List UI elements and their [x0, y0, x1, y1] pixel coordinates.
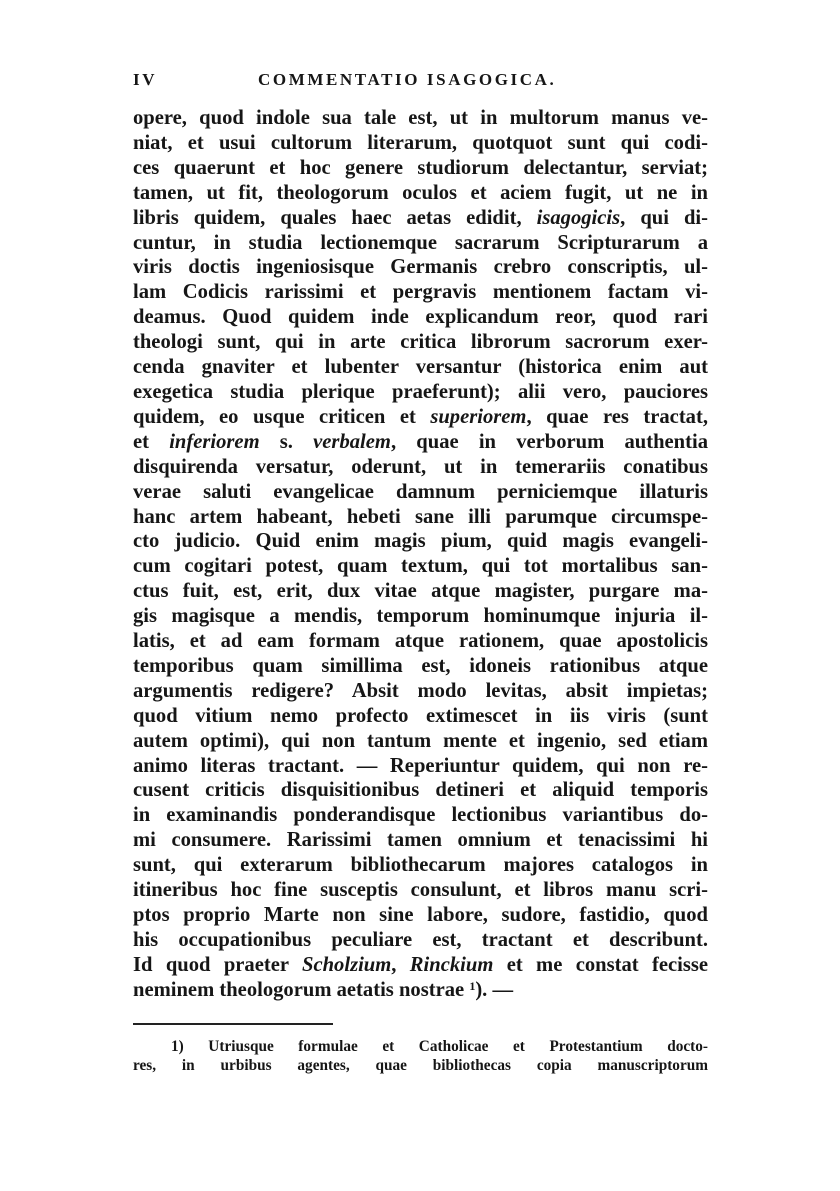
text-line: viris doctis ingeniosisque Germanis crebro conscriptis, ul-	[133, 256, 708, 279]
text-line: latis, et ad eam formam atque rationem, quae apostolicis	[133, 630, 708, 653]
text-line: tamen, ut fit, theologorum oculos et aciem fugit, ut ne in	[133, 181, 708, 204]
footnote-line: 1) Utriusque formulae et Catholicae et Protestantium docto-	[171, 1038, 708, 1055]
text-line: et inferiorem s. verbalem, quae in verborum authentia	[133, 430, 708, 453]
italic-term: superiorem	[430, 405, 527, 428]
text-line: ces quaerunt et hoc genere studiorum delectantur, serviat;	[133, 156, 708, 179]
footnote-line: res, in urbibus agentes, quae bibliothecas copia manuscriptorum	[133, 1056, 708, 1074]
text-line: ctus fuit, est, erit, dux vitae atque magister, purgare ma-	[133, 580, 708, 603]
text-line: gis magisque a mendis, temporum hominumque injuria il-	[133, 605, 708, 628]
text-line: exegetica studia plerique praeferunt); alii vero, pauciores	[133, 380, 708, 403]
text-line: opere, quod indole sua tale est, ut in multorum manus ve-	[133, 107, 708, 129]
italic-term: isagogicis	[536, 206, 621, 229]
text-line: Id quod praeter Scholzium, Rinckium et me constat fecisse	[133, 953, 709, 976]
text-line: in examinandis ponderandisque lectionibus variantibus do-	[133, 804, 708, 827]
text-line: mi consumere. Rarissimi tamen omnium et tenacissimi hi	[133, 829, 708, 852]
text-line: disquirenda versatur, oderunt, ut in temerariis conatibus	[133, 455, 708, 478]
text-line: quidem, eo usque criticen et superiorem, quae res tractat,	[133, 405, 708, 428]
text-line-last: neminem theologorum aetatis nostrae $^1$). —	[133, 978, 514, 1001]
footnote-reference: 1	[469, 978, 476, 993]
text-line: his occupationibus peculiare est, tractant et describunt.	[133, 928, 708, 951]
page-number: IV	[133, 70, 158, 89]
text-line: cusent criticis disquisitionibus detineri et aliquid temporis	[133, 779, 708, 802]
text-line: argumentis redigere? Absit modo levitas, absit impietas;	[133, 679, 708, 702]
footnote-divider	[133, 1023, 333, 1025]
running-head	[133, 70, 703, 100]
text-line: animo literas tractant. — Reperiuntur quidem, qui non re-	[133, 754, 708, 777]
text-line: cum cogitari potest, quam textum, qui tot mortalibus san-	[133, 555, 708, 578]
text-line: autem optimi), qui non tantum mente et ingenio, sed etiam	[133, 729, 708, 752]
text-line: theologi sunt, qui in arte critica librorum sacrorum exer-	[133, 331, 708, 354]
text-line: quod vitium nemo profecto extimescet in iis viris (sunt	[133, 704, 708, 727]
text-line: cenda gnaviter et lubenter versantur (historica enim aut	[133, 356, 708, 379]
italic-name: Scholzium	[302, 953, 392, 976]
text-line: deamus. Quod quidem inde explicandum reor, quod rari	[133, 306, 708, 329]
text-line: temporibus quam simillima est, idoneis rationibus atque	[133, 654, 708, 677]
text-line: cuntur, in studia lectionemque sacrarum Scripturarum a	[133, 231, 708, 254]
text-line: lam Codicis rarissimi et pergravis mentionem factam vi-	[133, 281, 708, 304]
text-line: niat, et usui cultorum literarum, quotquot sunt qui codi-	[133, 131, 708, 154]
text-line: verae saluti evangelicae damnum perniciemque illaturis	[133, 480, 708, 503]
italic-name: Rinckium	[409, 953, 494, 976]
italic-term: verbalem	[313, 430, 391, 453]
text-line: cto judicio. Quid enim magis pium, quid magis evangeli-	[133, 530, 708, 553]
body-text	[133, 106, 708, 1003]
text-line: libris quidem, quales haec aetas edidit, isagogicis, qui di-	[133, 206, 709, 229]
text-line: sunt, qui exterarum bibliothecarum majores catalogos in	[133, 854, 708, 877]
italic-term: inferiorem	[169, 430, 260, 453]
text-line: hanc artem habeant, hebeti sane illi parumque circumspe-	[133, 505, 708, 528]
footnote	[133, 1038, 708, 1075]
text-line: itineribus hoc fine susceptis consulunt, et libros manu scri-	[133, 879, 708, 902]
text-line: ptos proprio Marte non sine labore, sudore, fastidio, quod	[133, 904, 708, 926]
running-title: COMMENTATIO ISAGOGICA.	[258, 70, 557, 89]
